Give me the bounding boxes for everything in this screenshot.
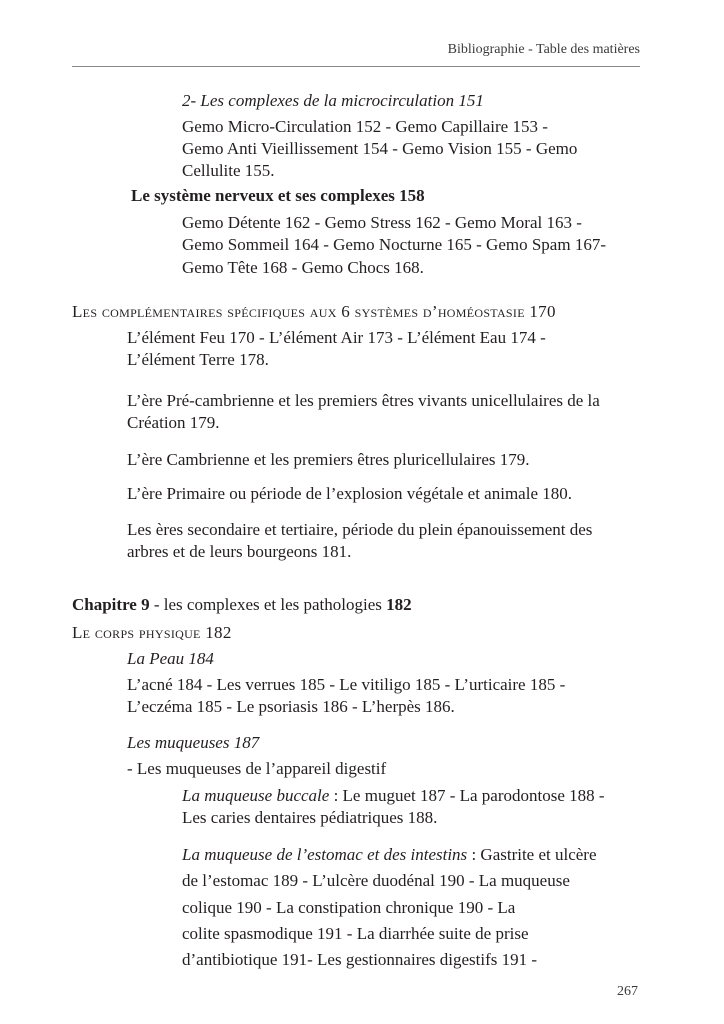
toc-line: arbres et de leurs bourgeons 181. xyxy=(127,542,352,561)
toc-line: L’ère Pré-cambrienne et les premiers êtres vivants unicellulaires de la xyxy=(127,391,600,410)
toc-line: - Les muqueuses de l’appareil digestif xyxy=(127,759,387,778)
chapter-title: - les complexes et les pathologies xyxy=(149,595,387,614)
toc-line: L’eczéma 185 - Le psoriasis 186 - L’herpès 186. xyxy=(127,697,455,716)
toc-line: Les caries dentaires pédiatriques 188. xyxy=(182,808,438,827)
toc-line: Cellulite 155. xyxy=(182,161,275,180)
toc-line: colique 190 - La constipation chronique 190 - La xyxy=(182,898,516,917)
toc-line: Gemo Sommeil 164 - Gemo Nocturne 165 - Gemo Spam 167- xyxy=(182,235,606,254)
toc-line: L’élément Terre 178. xyxy=(127,350,269,369)
toc-line-text: : Le muguet 187 - La parodontose 188 - xyxy=(329,786,605,805)
subsection-muqueuses: Les muqueuses 187 xyxy=(127,733,260,752)
toc-line: de l’estomac 189 - L’ulcère duodénal 190 - La muqueuse xyxy=(182,871,570,890)
toc-line xyxy=(182,784,605,808)
running-header: Bibliographie - Table des matières xyxy=(447,42,640,57)
header-divider xyxy=(72,66,640,67)
toc-line: L’élément Feu 170 - L’élément Air 173 - L’élément Eau 174 - xyxy=(127,328,546,347)
toc-line-text: : Gastrite et ulcère xyxy=(467,845,597,864)
toc-line: Gemo Micro-Circulation 152 - Gemo Capillaire 153 - xyxy=(182,117,548,136)
subsection-microcirculation: 2- Les complexes de la microcirculation 151 xyxy=(182,91,484,110)
toc-line: Gemo Tête 168 - Gemo Chocs 168. xyxy=(182,258,424,277)
toc-line: L’acné 184 - Les verrues 185 - Le vitiligo 185 - L’urticaire 185 - xyxy=(127,675,566,694)
subsection-peau: La Peau 184 xyxy=(127,649,214,668)
topic-muqueuse-buccale: La muqueuse buccale xyxy=(182,786,330,805)
chapter-page: 182 xyxy=(386,595,412,614)
toc-line: Gemo Détente 162 - Gemo Stress 162 - Gemo Moral 163 - xyxy=(182,213,582,232)
topic-muqueuse-estomac: La muqueuse de l’estomac et des intestins xyxy=(182,845,468,864)
page-number: 267 xyxy=(617,984,638,999)
toc-line: Gemo Anti Vieillissement 154 - Gemo Vision 155 - Gemo xyxy=(182,139,578,158)
toc-line xyxy=(182,843,597,867)
toc-line: Les ères secondaire et tertiaire, période du plein épanouissement des xyxy=(127,520,593,539)
toc-line: colite spasmodique 191 - La diarrhée suite de prise xyxy=(182,924,529,943)
toc-line: L’ère Primaire ou période de l’explosion végétale et animale 180. xyxy=(127,484,572,503)
chapter-label: Chapitre 9 xyxy=(72,595,150,614)
chapter-heading xyxy=(72,593,412,617)
toc-line: L’ère Cambrienne et les premiers êtres pluricellulaires 179. xyxy=(127,450,530,469)
section-corps-physique: Le corps physique 182 xyxy=(72,623,232,642)
toc-line: d’antibiotique 191- Les gestionnaires digestifs 191 - xyxy=(182,950,538,969)
toc-line: Création 179. xyxy=(127,413,220,432)
section-systeme-nerveux: Le système nerveux et ses complexes 158 xyxy=(131,186,425,205)
section-complementaires: Les complémentaires spécifiques aux 6 systèmes d’homéostasie 170 xyxy=(72,302,556,321)
